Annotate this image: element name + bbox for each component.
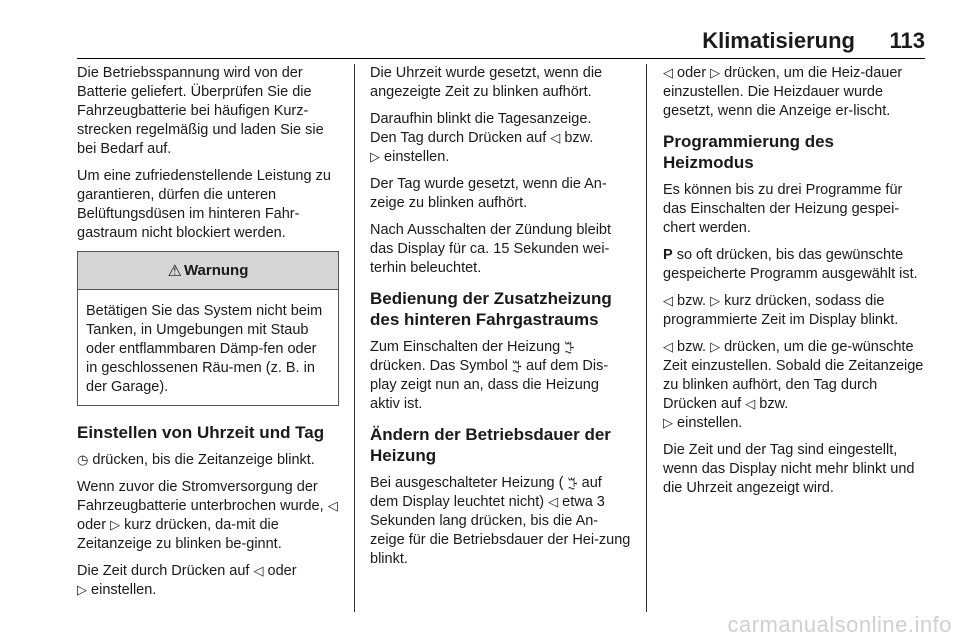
paragraph: Die Zeit und der Tag sind eingestellt, wenn das Display nicht mehr blinkt und die Uhrzeit angezeigt wird.	[663, 442, 915, 496]
paragraph	[77, 562, 339, 600]
p-key-label: P	[663, 247, 673, 263]
paragraph-text: Zum Einschalten der Heizung	[370, 339, 561, 355]
left-arrow-icon: ◁	[663, 340, 673, 355]
paragraph-text: bzw.	[759, 396, 789, 412]
right-arrow-icon: ▷	[370, 150, 380, 165]
paragraph-text: drücken. Das Symbol	[370, 358, 508, 374]
paragraph-text: bzw.	[564, 130, 594, 146]
warning-header	[78, 252, 338, 290]
watermark: carmanualsonline.info	[727, 612, 952, 637]
right-arrow-icon: ▷	[710, 294, 721, 309]
paragraph	[77, 451, 339, 470]
paragraph-text: Daraufhin blinkt die Tagesanzeige.	[370, 111, 592, 127]
left-arrow-icon: ◁	[663, 66, 673, 81]
paragraph-text: Bei ausgeschalteter Heizung (	[370, 475, 564, 491]
paragraph	[370, 110, 632, 167]
paragraph	[370, 338, 632, 414]
column-divider	[354, 64, 355, 612]
heater-icon: ꔓ	[567, 476, 578, 491]
paragraph-text: auf dem Dis-play zeigt nun an, dass die Heizung aktiv ist.	[370, 358, 609, 412]
heater-icon: ꔓ	[564, 340, 575, 355]
paragraph: Der Tag wurde gesetzt, wenn die An-zeige zu blinken aufhört.	[370, 176, 607, 211]
column-2	[370, 64, 632, 577]
section-heading: Programmierung des Heizmodus	[663, 132, 834, 172]
paragraph-text: Die Zeit durch Drücken auf	[77, 563, 250, 579]
paragraph-text: kurz drücken, da-mit die Zeitanzeige zu blinken be-ginnt.	[77, 517, 282, 552]
paragraph: Es können bis zu drei Programme für das Einschalten der Heizung gespei-chert werden.	[663, 182, 903, 236]
paragraph: Die Betriebsspannung wird von der Batterie geliefert. Überprüfen Sie die Fahrzeugbatterie bei häufigen Kurz-strecken regelmäßig und laden Sie sie bei Bedarf auf.	[77, 65, 324, 157]
warning-triangle-icon: ⚠	[167, 261, 182, 280]
paragraph-text: kurz drücken, sodass die programmierte Zeit im Display blinkt.	[663, 293, 899, 328]
paragraph-text: oder	[77, 517, 107, 533]
right-arrow-icon: ▷	[710, 340, 721, 355]
right-arrow-icon: ▷	[110, 518, 121, 533]
right-arrow-icon: ▷	[710, 66, 721, 81]
page-number: 113	[889, 28, 925, 53]
paragraph-text: oder	[677, 65, 707, 81]
paragraph	[370, 474, 632, 569]
section-heading: Ändern der Betriebsdauer der Heizung	[370, 425, 611, 465]
warning-box	[77, 251, 339, 406]
paragraph-text: auf dem Display leuchtet nicht)	[370, 475, 602, 510]
right-arrow-icon: ▷	[77, 583, 87, 598]
left-arrow-icon: ◁	[663, 294, 673, 309]
right-arrow-icon: ▷	[663, 416, 673, 431]
section-heading: Bedienung der Zusatzheizung des hinteren Fahrgastraums	[370, 289, 612, 329]
heater-icon: ꔓ	[511, 359, 522, 374]
left-arrow-icon: ◁	[745, 397, 756, 412]
left-arrow-icon: ◁	[548, 495, 559, 510]
paragraph-text: so oft drücken, bis das gewünschte gespeicherte Programm ausgewählt ist.	[663, 247, 918, 282]
column-1	[77, 64, 339, 608]
paragraph-text: oder	[267, 563, 297, 579]
column-3	[663, 64, 927, 506]
paragraph-text: einstellen.	[677, 415, 743, 431]
clock-icon: ◷	[77, 453, 89, 468]
paragraph-text: drücken, um die Heiz-dauer einzustellen. Die Heizdauer wurde gesetzt, wenn die Anzeige er-lischt.	[663, 65, 903, 119]
left-arrow-icon: ◁	[253, 564, 264, 579]
page-title: Klimatisierung	[702, 28, 855, 53]
paragraph: Nach Ausschalten der Zündung bleibt das Display für ca. 15 Sekunden wei-terhin beleuchtet.	[370, 222, 612, 276]
paragraph-text: einstellen.	[91, 582, 157, 598]
column-divider	[646, 64, 647, 612]
paragraph	[77, 478, 339, 554]
page-header	[77, 18, 925, 59]
paragraph-text: etwa 3 Sekunden lang drücken, bis die An-zeige für die Betriebsdauer der Hei-zung blinkt.	[370, 494, 631, 567]
paragraph	[663, 292, 927, 330]
paragraph-text: drücken, bis die Zeitanzeige blinkt.	[92, 452, 315, 468]
paragraph: Die Uhrzeit wurde gesetzt, wenn die angezeigte Zeit zu blinken aufhört.	[370, 65, 603, 100]
paragraph-text: drücken, um die ge-wünschte Zeit einzustellen. Sobald die Zeitanzeige zu blinken aufhört, den Tag durch Drücken auf	[663, 339, 924, 412]
paragraph-text: Wenn zuvor die Stromversorgung der Fahrzeugbatterie unterbrochen wurde,	[77, 479, 324, 514]
paragraph	[663, 64, 927, 121]
warning-title: Warnung	[183, 262, 249, 279]
paragraph: Um eine zufriedenstellende Leistung zu garantieren, dürfen die unteren Belüftungsdüsen im hinteren Fahr-gastraum nicht blockiert werden.	[77, 168, 331, 241]
paragraph	[663, 338, 927, 433]
paragraph-text: bzw.	[677, 293, 707, 309]
section-heading: Einstellen von Uhrzeit und Tag	[77, 423, 325, 442]
paragraph-text: Den Tag durch Drücken auf	[370, 130, 547, 146]
paragraph-text: einstellen.	[384, 149, 450, 165]
left-arrow-icon: ◁	[327, 499, 338, 514]
paragraph	[663, 246, 927, 284]
left-arrow-icon: ◁	[550, 131, 561, 146]
warning-text: Betätigen Sie das System nicht beim Tanken, in Umgebungen mit Staub oder entflammbaren Dämp-fen oder in geschlossenen Räu-men (z. B. in der Garage).	[86, 303, 323, 395]
paragraph-text: bzw.	[677, 339, 707, 355]
